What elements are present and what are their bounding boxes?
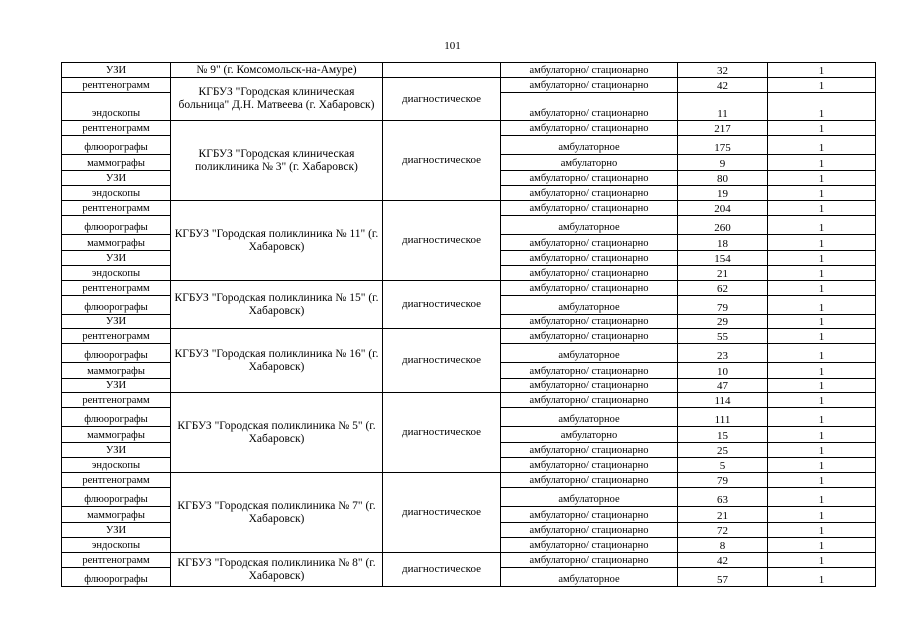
organization-cell: КГБУЗ "Городская поликлиника № 7" (г. Хабаровск) bbox=[171, 473, 383, 553]
mode-cell: амбулаторно/ стационарно bbox=[501, 171, 678, 186]
count-cell: 42 bbox=[678, 553, 768, 568]
count-cell: 10 bbox=[678, 363, 768, 379]
units-cell: 1 bbox=[768, 155, 876, 171]
equipment-cell: флюорографы bbox=[62, 568, 171, 587]
mode-cell: амбулаторное bbox=[501, 568, 678, 587]
mode-cell: амбулаторное bbox=[501, 488, 678, 507]
mode-cell: амбулаторное bbox=[501, 136, 678, 155]
units-cell: 1 bbox=[768, 379, 876, 393]
units-cell: 1 bbox=[768, 363, 876, 379]
mode-cell: амбулаторно/ стационарно bbox=[501, 473, 678, 488]
study-type-cell: диагностическое bbox=[383, 201, 501, 281]
units-cell: 1 bbox=[768, 121, 876, 136]
mode-cell: амбулаторно/ стационарно bbox=[501, 235, 678, 251]
units-cell: 1 bbox=[768, 315, 876, 329]
equipment-cell: маммографы bbox=[62, 363, 171, 379]
mode-cell: амбулаторно/ стационарно bbox=[501, 63, 678, 78]
study-type-cell bbox=[383, 63, 501, 78]
study-type-cell: диагностическое bbox=[383, 473, 501, 553]
study-type-cell: диагностическое bbox=[383, 78, 501, 121]
equipment-cell: маммографы bbox=[62, 155, 171, 171]
equipment-cell: эндоскопы bbox=[62, 93, 171, 121]
units-cell: 1 bbox=[768, 235, 876, 251]
units-cell: 1 bbox=[768, 201, 876, 216]
equipment-cell: рентгенограмм bbox=[62, 473, 171, 488]
table-row bbox=[62, 121, 876, 136]
units-cell: 1 bbox=[768, 393, 876, 408]
count-cell: 175 bbox=[678, 136, 768, 155]
count-cell: 32 bbox=[678, 63, 768, 78]
table-row bbox=[62, 281, 876, 296]
count-cell: 80 bbox=[678, 171, 768, 186]
organization-cell: КГБУЗ "Городская поликлиника № 8" (г. Хабаровск) bbox=[171, 553, 383, 587]
count-cell: 11 bbox=[678, 93, 768, 121]
equipment-cell: рентгенограмм bbox=[62, 393, 171, 408]
equipment-cell: УЗИ bbox=[62, 251, 171, 266]
equipment-table bbox=[61, 62, 876, 587]
mode-cell: амбулаторное bbox=[501, 344, 678, 363]
units-cell: 1 bbox=[768, 136, 876, 155]
equipment-cell: эндоскопы bbox=[62, 538, 171, 553]
equipment-cell: УЗИ bbox=[62, 315, 171, 329]
count-cell: 18 bbox=[678, 235, 768, 251]
count-cell: 72 bbox=[678, 523, 768, 538]
equipment-cell: УЗИ bbox=[62, 63, 171, 78]
units-cell: 1 bbox=[768, 78, 876, 93]
count-cell: 23 bbox=[678, 344, 768, 363]
equipment-cell: УЗИ bbox=[62, 443, 171, 458]
units-cell: 1 bbox=[768, 281, 876, 296]
units-cell: 1 bbox=[768, 538, 876, 553]
count-cell: 62 bbox=[678, 281, 768, 296]
units-cell: 1 bbox=[768, 171, 876, 186]
mode-cell: амбулаторно bbox=[501, 155, 678, 171]
count-cell: 204 bbox=[678, 201, 768, 216]
units-cell: 1 bbox=[768, 507, 876, 523]
units-cell: 1 bbox=[768, 488, 876, 507]
units-cell: 1 bbox=[768, 251, 876, 266]
equipment-cell: маммографы bbox=[62, 507, 171, 523]
mode-cell: амбулаторно/ стационарно bbox=[501, 507, 678, 523]
units-cell: 1 bbox=[768, 523, 876, 538]
units-cell: 1 bbox=[768, 186, 876, 201]
count-cell: 29 bbox=[678, 315, 768, 329]
mode-cell: амбулаторное bbox=[501, 408, 678, 427]
mode-cell: амбулаторно/ стационарно bbox=[501, 379, 678, 393]
mode-cell: амбулаторно/ стационарно bbox=[501, 315, 678, 329]
units-cell: 1 bbox=[768, 216, 876, 235]
mode-cell: амбулаторно/ стационарно bbox=[501, 266, 678, 281]
count-cell: 25 bbox=[678, 443, 768, 458]
organization-cell: № 9" (г. Комсомольск-на-Амуре) bbox=[171, 63, 383, 78]
equipment-cell: УЗИ bbox=[62, 523, 171, 538]
units-cell: 1 bbox=[768, 344, 876, 363]
units-cell: 1 bbox=[768, 443, 876, 458]
page-number: 101 bbox=[444, 40, 461, 52]
units-cell: 1 bbox=[768, 427, 876, 443]
organization-cell: КГБУЗ "Городская поликлиника № 5" (г. Хабаровск) bbox=[171, 393, 383, 473]
count-cell: 5 bbox=[678, 458, 768, 473]
count-cell: 217 bbox=[678, 121, 768, 136]
count-cell: 21 bbox=[678, 266, 768, 281]
count-cell: 15 bbox=[678, 427, 768, 443]
equipment-cell: рентгенограмм bbox=[62, 281, 171, 296]
equipment-cell: УЗИ bbox=[62, 379, 171, 393]
table-row bbox=[62, 63, 876, 78]
units-cell: 1 bbox=[768, 63, 876, 78]
table-row bbox=[62, 329, 876, 344]
equipment-cell: флюорографы bbox=[62, 216, 171, 235]
mode-cell: амбулаторно/ стационарно bbox=[501, 201, 678, 216]
equipment-cell: эндоскопы bbox=[62, 186, 171, 201]
mode-cell: амбулаторно/ стационарно bbox=[501, 363, 678, 379]
count-cell: 47 bbox=[678, 379, 768, 393]
mode-cell: амбулаторно bbox=[501, 427, 678, 443]
units-cell: 1 bbox=[768, 93, 876, 121]
units-cell: 1 bbox=[768, 266, 876, 281]
organization-cell: КГБУЗ "Городская поликлиника № 16" (г. Хабаровск) bbox=[171, 329, 383, 393]
count-cell: 19 bbox=[678, 186, 768, 201]
units-cell: 1 bbox=[768, 458, 876, 473]
count-cell: 55 bbox=[678, 329, 768, 344]
equipment-cell: рентгенограмм bbox=[62, 329, 171, 344]
mode-cell: амбулаторное bbox=[501, 296, 678, 315]
organization-cell: КГБУЗ "Городская поликлиника № 15" (г. Хабаровск) bbox=[171, 281, 383, 329]
units-cell: 1 bbox=[768, 553, 876, 568]
count-cell: 9 bbox=[678, 155, 768, 171]
equipment-cell: эндоскопы bbox=[62, 458, 171, 473]
units-cell: 1 bbox=[768, 329, 876, 344]
units-cell: 1 bbox=[768, 296, 876, 315]
organization-cell: КГБУЗ "Городская поликлиника № 11" (г. Хабаровск) bbox=[171, 201, 383, 281]
count-cell: 79 bbox=[678, 473, 768, 488]
mode-cell: амбулаторно/ стационарно bbox=[501, 93, 678, 121]
count-cell: 111 bbox=[678, 408, 768, 427]
study-type-cell: диагностическое bbox=[383, 393, 501, 473]
count-cell: 114 bbox=[678, 393, 768, 408]
equipment-cell: маммографы bbox=[62, 427, 171, 443]
equipment-cell: рентгенограмм bbox=[62, 553, 171, 568]
equipment-cell: рентгенограмм bbox=[62, 121, 171, 136]
equipment-cell: рентгенограмм bbox=[62, 78, 171, 93]
units-cell: 1 bbox=[768, 408, 876, 427]
equipment-cell: флюорографы bbox=[62, 408, 171, 427]
equipment-cell: флюорографы bbox=[62, 136, 171, 155]
units-cell: 1 bbox=[768, 568, 876, 587]
mode-cell: амбулаторно/ стационарно bbox=[501, 553, 678, 568]
count-cell: 63 bbox=[678, 488, 768, 507]
equipment-cell: флюорографы bbox=[62, 488, 171, 507]
equipment-cell: эндоскопы bbox=[62, 266, 171, 281]
mode-cell: амбулаторно/ стационарно bbox=[501, 251, 678, 266]
study-type-cell: диагностическое bbox=[383, 553, 501, 587]
mode-cell: амбулаторно/ стационарно bbox=[501, 281, 678, 296]
table-row bbox=[62, 473, 876, 488]
equipment-cell: флюорографы bbox=[62, 344, 171, 363]
organization-cell: КГБУЗ "Городская клиническая больница" Д.Н. Матвеева (г. Хабаровск) bbox=[171, 78, 383, 121]
mode-cell: амбулаторно/ стационарно bbox=[501, 393, 678, 408]
table-row bbox=[62, 393, 876, 408]
table-row bbox=[62, 553, 876, 568]
mode-cell: амбулаторно/ стационарно bbox=[501, 538, 678, 553]
mode-cell: амбулаторно/ стационарно bbox=[501, 78, 678, 93]
equipment-cell: флюорографы bbox=[62, 296, 171, 315]
count-cell: 260 bbox=[678, 216, 768, 235]
study-type-cell: диагностическое bbox=[383, 281, 501, 329]
equipment-cell: УЗИ bbox=[62, 171, 171, 186]
count-cell: 8 bbox=[678, 538, 768, 553]
count-cell: 42 bbox=[678, 78, 768, 93]
mode-cell: амбулаторно/ стационарно bbox=[501, 329, 678, 344]
mode-cell: амбулаторно/ стационарно bbox=[501, 443, 678, 458]
count-cell: 79 bbox=[678, 296, 768, 315]
mode-cell: амбулаторно/ стационарно bbox=[501, 121, 678, 136]
equipment-cell: маммографы bbox=[62, 235, 171, 251]
table-row bbox=[62, 78, 876, 93]
mode-cell: амбулаторное bbox=[501, 216, 678, 235]
count-cell: 154 bbox=[678, 251, 768, 266]
mode-cell: амбулаторно/ стационарно bbox=[501, 186, 678, 201]
count-cell: 21 bbox=[678, 507, 768, 523]
units-cell: 1 bbox=[768, 473, 876, 488]
study-type-cell: диагностическое bbox=[383, 121, 501, 201]
mode-cell: амбулаторно/ стационарно bbox=[501, 523, 678, 538]
study-type-cell: диагностическое bbox=[383, 329, 501, 393]
organization-cell: КГБУЗ "Городская клиническая поликлиника № 3" (г. Хабаровск) bbox=[171, 121, 383, 201]
equipment-cell: рентгенограмм bbox=[62, 201, 171, 216]
mode-cell: амбулаторно/ стационарно bbox=[501, 458, 678, 473]
table-row bbox=[62, 201, 876, 216]
count-cell: 57 bbox=[678, 568, 768, 587]
